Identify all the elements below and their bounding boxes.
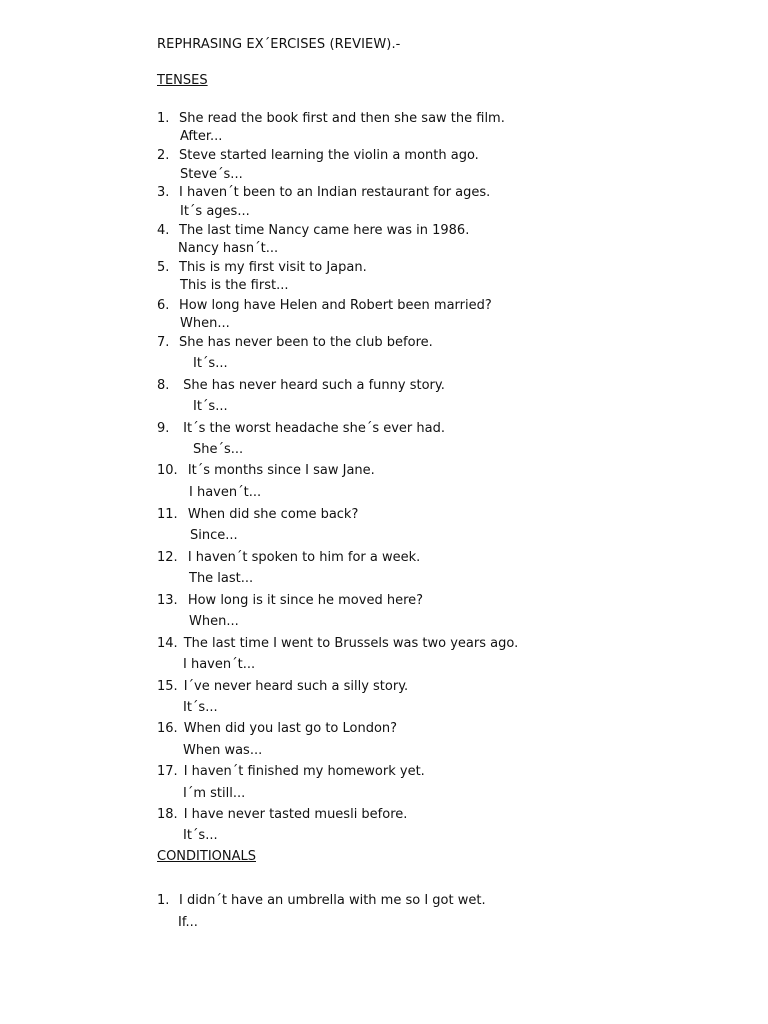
exercise-item: 1. She read the book first and then she saw the film.	[157, 111, 505, 126]
exercise-prompt: I´m still...	[183, 786, 246, 801]
exercise-prompt: When...	[189, 614, 239, 629]
exercise-prompt: She´s...	[193, 442, 244, 457]
exercise-item: 16. When did you last go to London?	[157, 721, 398, 736]
exercise-prompt: It´s...	[183, 828, 218, 843]
exercise-item: 6. How long have Helen and Robert been married?	[157, 298, 492, 313]
section-heading-tenses: TENSES	[157, 73, 208, 88]
exercise-item: 7. She has never been to the club before.	[157, 335, 433, 350]
page-title: REPHRASING EX´ERCISES (REVIEW).-	[157, 37, 401, 52]
exercise-item: 2. Steve started learning the violin a month ago.	[157, 148, 479, 163]
exercise-prompt: Nancy hasn´t...	[178, 241, 279, 256]
exercise-item: 1. I didn´t have an umbrella with me so I got wet.	[157, 893, 486, 908]
exercise-item: 14. The last time I went to Brussels was two years ago.	[157, 636, 519, 651]
exercise-item: 10. It´s months since I saw Jane.	[157, 463, 375, 478]
exercise-item: 11. When did she come back?	[157, 507, 359, 522]
exercise-prompt: It´s...	[183, 700, 218, 715]
exercise-prompt: Steve´s...	[180, 167, 243, 182]
exercise-item: 15. I´ve never heard such a silly story.	[157, 679, 409, 694]
exercise-prompt: When was...	[183, 743, 263, 758]
exercise-prompt: It´s ages...	[180, 204, 250, 219]
section-heading-conditionals: CONDITIONALS	[157, 849, 256, 864]
exercise-item: 18. I have never tasted muesli before.	[157, 807, 408, 822]
exercise-item: 5. This is my first visit to Japan.	[157, 260, 367, 275]
exercise-prompt: This is the first...	[180, 278, 289, 293]
exercise-prompt: When...	[180, 316, 230, 331]
exercise-item: 4. The last time Nancy came here was in 1986.	[157, 223, 470, 238]
exercise-item: 9. It´s the worst headache she´s ever had.	[157, 421, 445, 436]
exercise-item: 8. She has never heard such a funny story.	[157, 378, 445, 393]
exercise-item: 3. I haven´t been to an Indian restaurant for ages.	[157, 185, 491, 200]
exercise-prompt: After...	[180, 129, 223, 144]
exercise-item: 12. I haven´t spoken to him for a week.	[157, 550, 421, 565]
exercise-prompt: If...	[178, 915, 198, 930]
exercise-prompt: Since...	[190, 528, 238, 543]
exercise-prompt: I haven´t...	[183, 657, 256, 672]
exercise-prompt: I haven´t...	[189, 485, 262, 500]
exercise-prompt: It´s...	[193, 399, 228, 414]
exercise-item: 13. How long is it since he moved here?	[157, 593, 424, 608]
exercise-prompt: The last...	[189, 571, 254, 586]
exercise-item: 17. I haven´t finished my homework yet.	[157, 764, 425, 779]
exercise-prompt: It´s...	[193, 356, 228, 371]
